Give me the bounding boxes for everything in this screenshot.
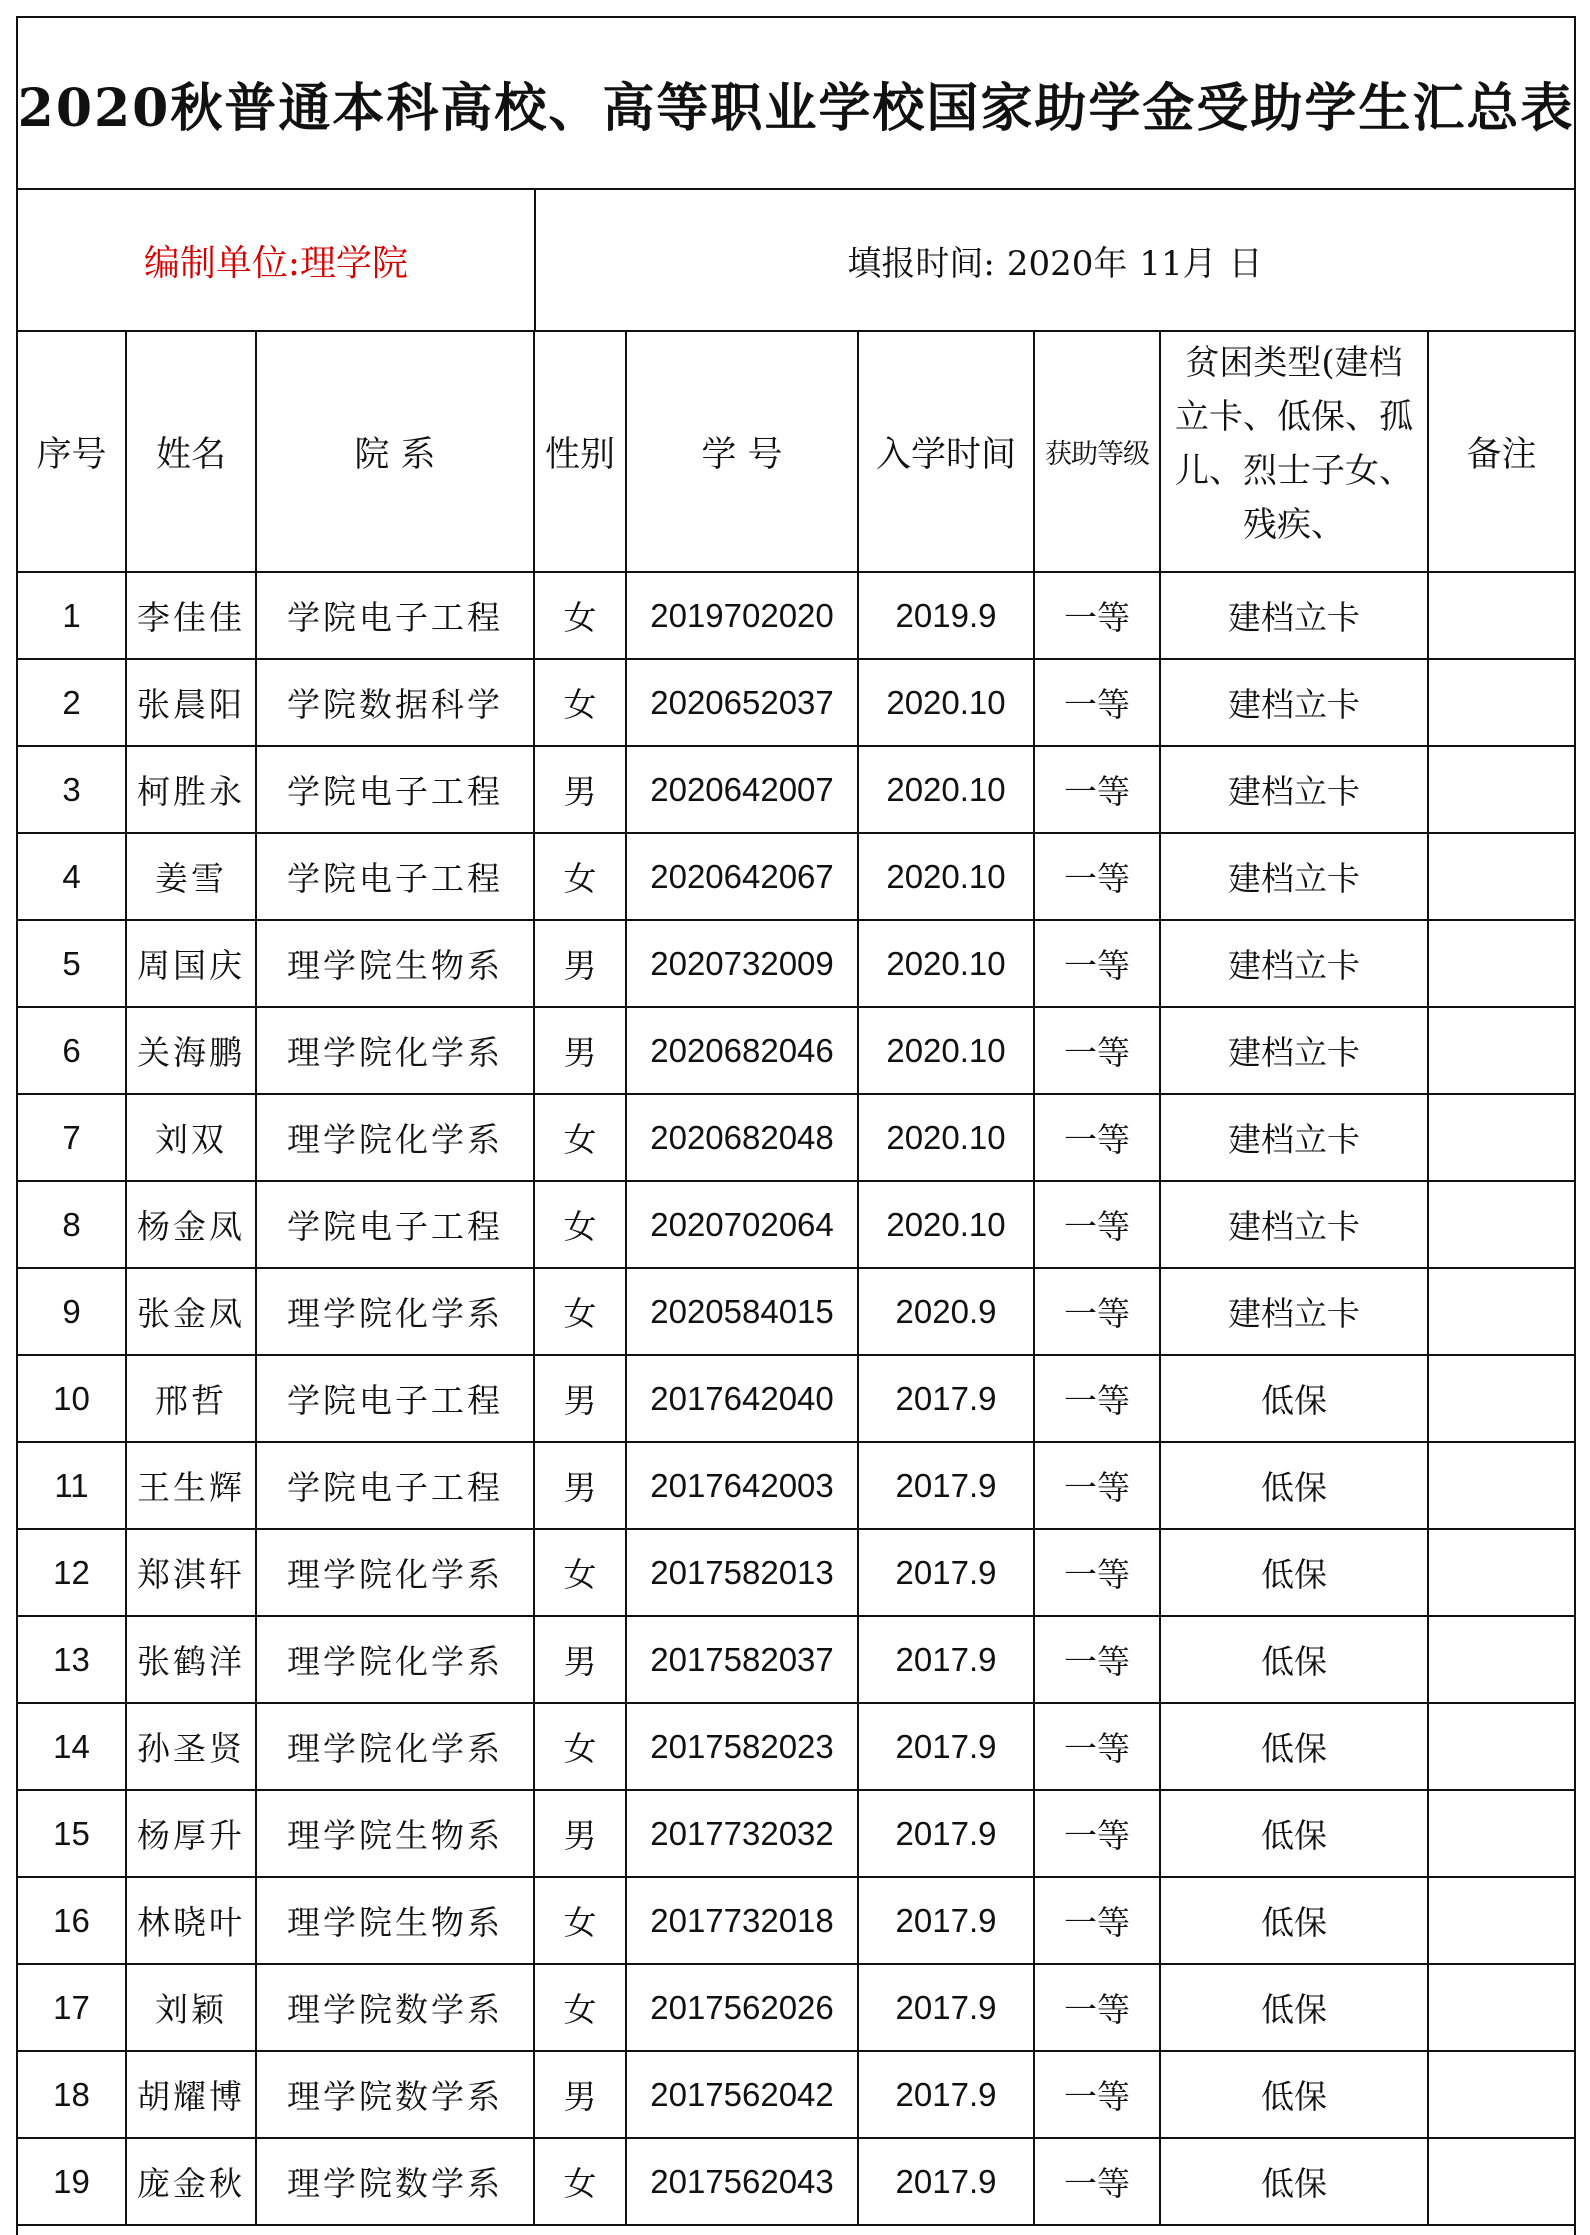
- row-seq: 3: [18, 746, 126, 833]
- table-row: [18, 1790, 1574, 1877]
- row-seq: 18: [18, 2051, 126, 2138]
- row-enroll: 2017.9: [858, 1355, 1034, 1442]
- row-seq: 9: [18, 1268, 126, 1355]
- table-row: [18, 920, 1574, 1007]
- row-seq: 16: [18, 1877, 126, 1964]
- table-row: [18, 1616, 1574, 1703]
- row-note: [1428, 1703, 1574, 1790]
- row-level: 一等: [1034, 1529, 1160, 1616]
- row-note: [1428, 1790, 1574, 1877]
- row-name: 胡耀博: [126, 2051, 256, 2138]
- row-gender: 女: [534, 1703, 626, 1790]
- report-date: [536, 190, 1574, 330]
- row-type: 低保: [1160, 2051, 1428, 2138]
- row-type: 低保: [1160, 1442, 1428, 1529]
- row-dept: 理学院化学系: [256, 1616, 534, 1703]
- row-student-id: 2020642007: [626, 746, 858, 833]
- row-seq: 8: [18, 1181, 126, 1268]
- table-row: [18, 1268, 1574, 1355]
- row-note: [1428, 1355, 1574, 1442]
- row-enroll: 2017.9: [858, 1790, 1034, 1877]
- row-dept: 学院电子工程: [256, 1355, 534, 1442]
- row-student-id: 2020682048: [626, 1094, 858, 1181]
- table-row: [18, 1094, 1574, 1181]
- row-type: 低保: [1160, 2138, 1428, 2225]
- table-row: [18, 1529, 1574, 1616]
- row-dept: 理学院生物系: [256, 1877, 534, 1964]
- row-gender: 女: [534, 1964, 626, 2051]
- row-name: 林晓叶: [126, 1877, 256, 1964]
- sheet-title: 2020秋普通本科高校、高等职业学校国家助学金受助学生汇总表: [18, 77, 1574, 139]
- row-gender: 女: [534, 572, 626, 659]
- header-dept: 院 系: [256, 332, 534, 572]
- header-note: 备注: [1428, 332, 1574, 572]
- table-row: [18, 2051, 1574, 2138]
- row-student-id: 2020642067: [626, 833, 858, 920]
- row-enroll: 2020.10: [858, 1007, 1034, 1094]
- row-level: 一等: [1034, 833, 1160, 920]
- row-level: 一等: [1034, 1703, 1160, 1790]
- table-row: [18, 1181, 1574, 1268]
- row-student-id: 2017642040: [626, 1355, 858, 1442]
- header-seq: 序号: [18, 332, 126, 572]
- row-seq: 7: [18, 1094, 126, 1181]
- row-note: [1428, 920, 1574, 1007]
- row-dept: 学院电子工程: [256, 833, 534, 920]
- row-level: 一等: [1034, 572, 1160, 659]
- row-level: 一等: [1034, 2051, 1160, 2138]
- table-row: [18, 572, 1574, 659]
- header-student-id: 学 号: [626, 332, 858, 572]
- row-type: 低保: [1160, 1616, 1428, 1703]
- row-student-id: 2017582013: [626, 1529, 858, 1616]
- row-type: 建档立卡: [1160, 1181, 1428, 1268]
- row-seq: 6: [18, 1007, 126, 1094]
- row-seq: 17: [18, 1964, 126, 2051]
- row-gender: 女: [534, 1181, 626, 1268]
- row-type: 建档立卡: [1160, 572, 1428, 659]
- row-enroll: 2020.10: [858, 920, 1034, 1007]
- row-seq: 15: [18, 1790, 126, 1877]
- row-enroll: 2017.9: [858, 2051, 1034, 2138]
- header-type: 贫困类型(建档立卡、低保、孤儿、烈士子女、残疾、: [1160, 332, 1428, 572]
- row-type: 低保: [1160, 1790, 1428, 1877]
- row-dept: 理学院生物系: [256, 1790, 534, 1877]
- row-note: [1428, 1268, 1574, 1355]
- row-gender: 男: [534, 1007, 626, 1094]
- row-note: [1428, 659, 1574, 746]
- row-seq: 14: [18, 1703, 126, 1790]
- row-enroll: 2017.9: [858, 1442, 1034, 1529]
- row-dept: 学院电子工程: [256, 1442, 534, 1529]
- row-gender: 女: [534, 2138, 626, 2225]
- summary-sheet: [16, 16, 1576, 2235]
- row-level: 一等: [1034, 659, 1160, 746]
- row-student-id: 2017582037: [626, 1616, 858, 1703]
- row-level: 一等: [1034, 1007, 1160, 1094]
- row-name: 杨厚升: [126, 1790, 256, 1877]
- row-dept: 理学院数学系: [256, 2051, 534, 2138]
- table-row: [18, 1964, 1574, 2051]
- table-row: [18, 1442, 1574, 1529]
- row-type: 低保: [1160, 1703, 1428, 1790]
- row-dept: 理学院数学系: [256, 1964, 534, 2051]
- row-note: [1428, 1442, 1574, 1529]
- row-name: 王生辉: [126, 1442, 256, 1529]
- row-name: 姜雪: [126, 833, 256, 920]
- row-student-id: 2017562043: [626, 2138, 858, 2225]
- row-gender: 女: [534, 833, 626, 920]
- header-level: 获助等级: [1034, 332, 1160, 572]
- row-enroll: 2020.10: [858, 833, 1034, 920]
- row-name: 刘颖: [126, 1964, 256, 2051]
- row-student-id: 2020652037: [626, 659, 858, 746]
- row-level: 一等: [1034, 1877, 1160, 1964]
- row-name: 关海鹏: [126, 1007, 256, 1094]
- row-level: 一等: [1034, 1355, 1160, 1442]
- row-level: 一等: [1034, 1442, 1160, 1529]
- row-dept: 学院电子工程: [256, 746, 534, 833]
- table-row: [18, 1703, 1574, 1790]
- row-note: [1428, 1007, 1574, 1094]
- row-enroll: 2017.9: [858, 2138, 1034, 2225]
- row-student-id: 2020682046: [626, 1007, 858, 1094]
- title-row: [18, 18, 1574, 190]
- row-type: 低保: [1160, 1355, 1428, 1442]
- row-note: [1428, 746, 1574, 833]
- row-dept: 理学院化学系: [256, 1703, 534, 1790]
- row-enroll: 2020.10: [858, 1094, 1034, 1181]
- row-student-id: 2017732018: [626, 1877, 858, 1964]
- row-seq: 10: [18, 1355, 126, 1442]
- row-dept: 学院数据科学: [256, 659, 534, 746]
- date-year: 2020年: [1006, 243, 1128, 284]
- row-name: 邢哲: [126, 1355, 256, 1442]
- row-name: 张晨阳: [126, 659, 256, 746]
- row-dept: 学院电子工程: [256, 572, 534, 659]
- row-student-id: 2019702020: [626, 572, 858, 659]
- header-enroll: 入学时间: [858, 332, 1034, 572]
- row-level: 一等: [1034, 1964, 1160, 2051]
- row-gender: 男: [534, 920, 626, 1007]
- row-student-id: 2017562026: [626, 1964, 858, 2051]
- row-dept: 理学院化学系: [256, 1268, 534, 1355]
- unit-label: 编制单位:理学院: [18, 190, 536, 330]
- row-note: [1428, 833, 1574, 920]
- table-row: [18, 833, 1574, 920]
- row-name: 郑淇轩: [126, 1529, 256, 1616]
- row-student-id: 2020702064: [626, 1181, 858, 1268]
- row-dept: 学院电子工程: [256, 1181, 534, 1268]
- header-name: 姓名: [126, 332, 256, 572]
- row-name: 柯胜永: [126, 746, 256, 833]
- row-gender: 女: [534, 1268, 626, 1355]
- row-seq: 19: [18, 2138, 126, 2225]
- row-gender: 男: [534, 1790, 626, 1877]
- row-name: 周国庆: [126, 920, 256, 1007]
- row-seq: 11: [18, 1442, 126, 1529]
- row-note: [1428, 2138, 1574, 2225]
- row-dept: 理学院化学系: [256, 1094, 534, 1181]
- row-gender: 男: [534, 1442, 626, 1529]
- row-note: [1428, 1094, 1574, 1181]
- row-type: 建档立卡: [1160, 659, 1428, 746]
- row-level: 一等: [1034, 1268, 1160, 1355]
- row-gender: 女: [534, 1529, 626, 1616]
- row-level: 一等: [1034, 746, 1160, 833]
- row-gender: 男: [534, 746, 626, 833]
- row-enroll: 2017.9: [858, 1964, 1034, 2051]
- row-student-id: 2020584015: [626, 1268, 858, 1355]
- table-row: [18, 1355, 1574, 1442]
- row-seq: 4: [18, 833, 126, 920]
- row-name: 张金凤: [126, 1268, 256, 1355]
- row-level: 一等: [1034, 1790, 1160, 1877]
- row-seq: 2: [18, 659, 126, 746]
- row-type: 建档立卡: [1160, 1268, 1428, 1355]
- row-type: 低保: [1160, 1529, 1428, 1616]
- row-type: 建档立卡: [1160, 1007, 1428, 1094]
- row-enroll: 2017.9: [858, 1616, 1034, 1703]
- row-level: 一等: [1034, 1094, 1160, 1181]
- row-level: 一等: [1034, 920, 1160, 1007]
- header-row: [18, 332, 1574, 572]
- row-student-id: 2020732009: [626, 920, 858, 1007]
- row-name: 庞金秋: [126, 2138, 256, 2225]
- row-student-id: 2017562042: [626, 2051, 858, 2138]
- table-row: [18, 746, 1574, 833]
- row-gender: 男: [534, 2051, 626, 2138]
- row-note: [1428, 1529, 1574, 1616]
- row-note: [1428, 1964, 1574, 2051]
- row-seq: 1: [18, 572, 126, 659]
- row-enroll: 2017.9: [858, 1529, 1034, 1616]
- row-seq: 12: [18, 1529, 126, 1616]
- row-note: [1428, 1616, 1574, 1703]
- row-type: 建档立卡: [1160, 1094, 1428, 1181]
- row-gender: 女: [534, 1877, 626, 1964]
- row-type: 建档立卡: [1160, 833, 1428, 920]
- row-name: 张鹤洋: [126, 1616, 256, 1703]
- row-note: [1428, 572, 1574, 659]
- row-dept: 理学院化学系: [256, 1529, 534, 1616]
- row-note: [1428, 1181, 1574, 1268]
- row-gender: 女: [534, 659, 626, 746]
- row-enroll: 2020.10: [858, 1181, 1034, 1268]
- row-enroll: 2020.9: [858, 1268, 1034, 1355]
- row-gender: 男: [534, 1616, 626, 1703]
- row-type: 低保: [1160, 1964, 1428, 2051]
- row-seq: 13: [18, 1616, 126, 1703]
- row-name: 孙圣贤: [126, 1703, 256, 1790]
- header-gender: 性别: [534, 332, 626, 572]
- row-dept: 理学院数学系: [256, 2138, 534, 2225]
- row-type: 低保: [1160, 1877, 1428, 1964]
- row-seq: 5: [18, 920, 126, 1007]
- table-body: [18, 572, 1574, 2225]
- recipients-table: [18, 332, 1574, 2226]
- row-enroll: 2017.9: [858, 1877, 1034, 1964]
- table-row: [18, 1877, 1574, 1964]
- row-dept: 理学院生物系: [256, 920, 534, 1007]
- table-row: [18, 2138, 1574, 2225]
- date-month: 11月: [1139, 243, 1217, 284]
- row-dept: 理学院化学系: [256, 1007, 534, 1094]
- table-row: [18, 1007, 1574, 1094]
- table-row: [18, 659, 1574, 746]
- date-label: 填报时间:: [847, 243, 995, 284]
- meta-row: [18, 190, 1574, 332]
- row-enroll: 2017.9: [858, 1703, 1034, 1790]
- row-gender: 男: [534, 1355, 626, 1442]
- date-day: 日: [1228, 243, 1263, 284]
- row-level: 一等: [1034, 2138, 1160, 2225]
- row-name: 李佳佳: [126, 572, 256, 659]
- row-type: 建档立卡: [1160, 746, 1428, 833]
- row-name: 杨金凤: [126, 1181, 256, 1268]
- row-gender: 女: [534, 1094, 626, 1181]
- row-level: 一等: [1034, 1181, 1160, 1268]
- row-type: 建档立卡: [1160, 920, 1428, 1007]
- row-enroll: 2019.9: [858, 572, 1034, 659]
- row-note: [1428, 2051, 1574, 2138]
- row-enroll: 2020.10: [858, 659, 1034, 746]
- row-student-id: 2017582023: [626, 1703, 858, 1790]
- row-student-id: 2017642003: [626, 1442, 858, 1529]
- row-name: 刘双: [126, 1094, 256, 1181]
- row-level: 一等: [1034, 1616, 1160, 1703]
- row-note: [1428, 1877, 1574, 1964]
- row-enroll: 2020.10: [858, 746, 1034, 833]
- row-student-id: 2017732032: [626, 1790, 858, 1877]
